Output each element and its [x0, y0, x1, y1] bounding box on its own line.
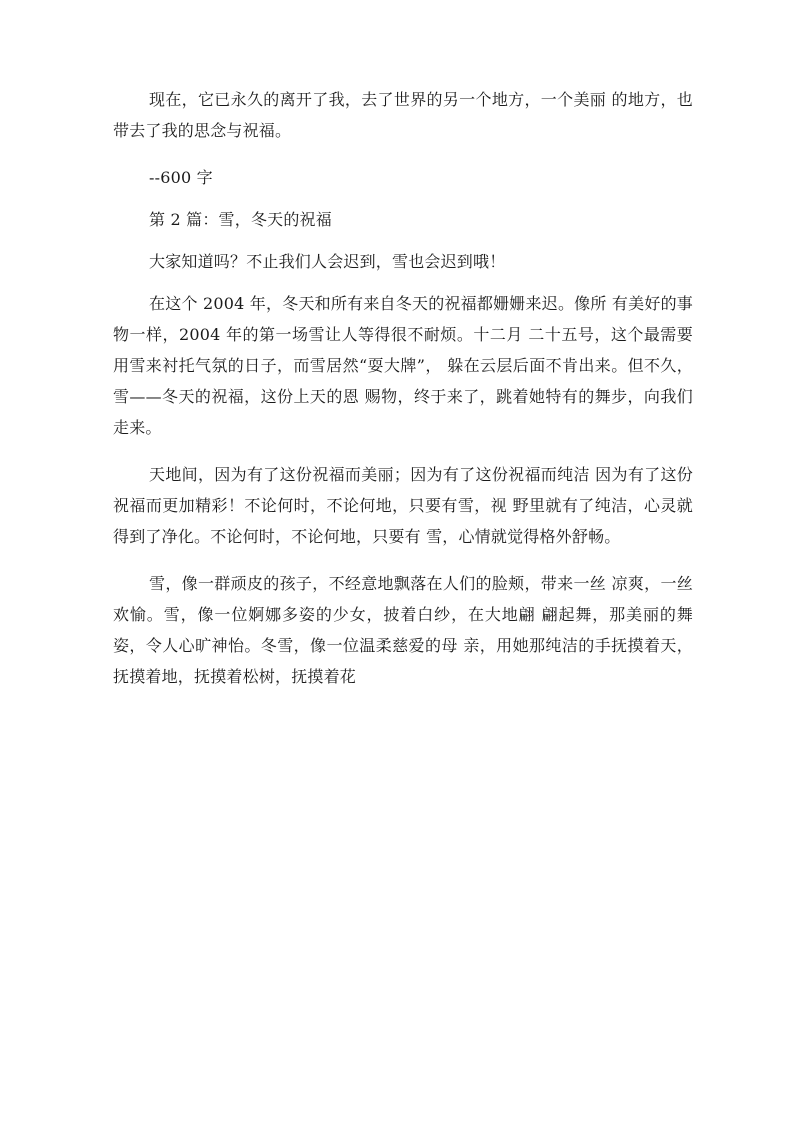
paragraph-farewell: 现在，它已永久的离开了我，去了世界的另一个地方，一个美丽 的地方，也带去了我的思念与祝福。	[113, 90, 693, 140]
article-title: 第 2 篇：雪，冬天的祝福	[149, 210, 332, 229]
paragraph-late-snow: 在这个 2004 年，冬天和所有来自冬天的祝福都姗姗来迟。像所 有美好的事物一样，2004 年的第一场雪让人等得很不耐烦。十二月 二十五号，这个最需要用雪来衬托气氛的日子，而雪居然“耍大牌”， 躲在云层后面不肯出来。但不久，雪——冬天的祝福，这份上天的恩 赐物，终于来了，跳着她特有的舞步，向我们走来。	[113, 294, 693, 437]
document-body	[113, 84, 693, 708]
intro-line: 大家知道吗？不止我们人会迟到，雪也会迟到哦！	[149, 252, 506, 271]
word-count-label: --600 字	[149, 168, 213, 187]
paragraph-snow-metaphors: 雪，像一群顽皮的孩子，不经意地飘落在人们的脸颊，带来一丝 凉爽，一丝欢愉。雪，像一位婀娜多姿的少女，披着白纱，在大地翩 翩起舞，那美丽的舞姿，令人心旷神怡。冬雪，像一位温柔慈爱的母 亲，用她那纯洁的手抚摸着天，抚摸着地，抚摸着松树，抚摸着花	[113, 574, 693, 686]
paragraph-blessing: 天地间，因为有了这份祝福而美丽；因为有了这份祝福而纯洁 因为有了这份祝福而更加精彩！不论何时，不论何地，只要有雪，视 野里就有了纯洁，心灵就得到了净化。不论何时，不论何地，只要有 雪，心情就觉得格外舒畅。	[113, 465, 693, 546]
